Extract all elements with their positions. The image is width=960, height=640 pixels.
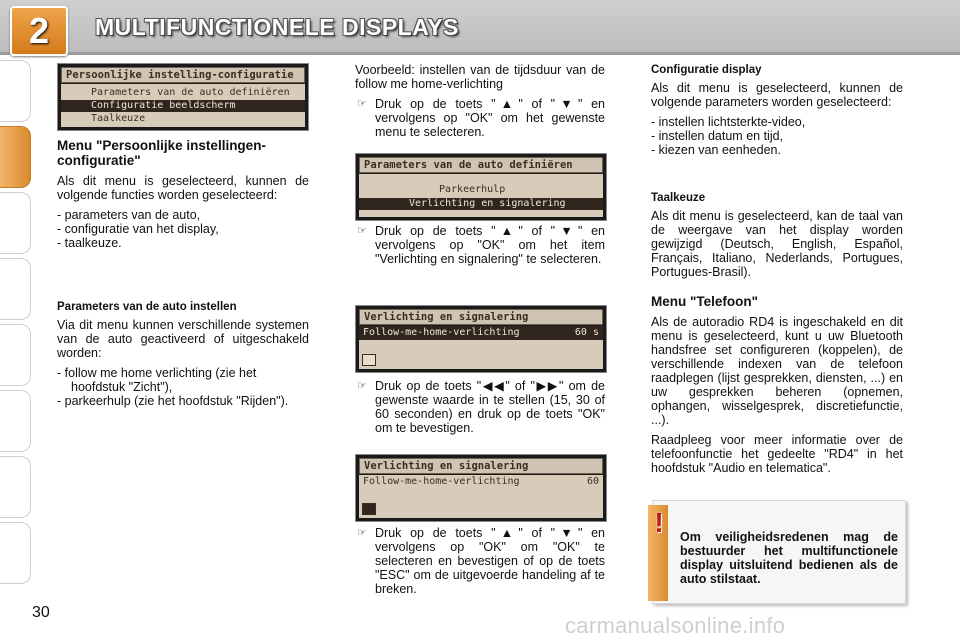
warning-text: Om veiligheidsredenen mag de bestuurder het multifunctionele display uitsluitend bedienen als de auto stilstaat. [680, 530, 898, 586]
screen-title: Persoonlijke instelling-configuratie [61, 67, 305, 83]
sub-heading: Taalkeuze [651, 192, 706, 204]
paragraph: Als dit menu is geselecteerd, kan de taal van de weergave van het display worden gewijzigd (Deutsch, English, Español, Français, Italiano, Nederlands, Portugues, Portugues-Brasil). [651, 209, 903, 279]
paragraph: Raadpleeg voor meer informatie over de telefoonfunctie het gedeelte "RD4" in het hoofdstuk "Audio en telematica". [651, 433, 903, 475]
screen-line: Taalkeuze [91, 113, 146, 124]
chapter-tab[interactable] [0, 324, 31, 386]
screen-line-selected: Configuratie beeldscherm [61, 100, 305, 112]
screen-line: Parkeerhulp [439, 184, 506, 195]
example-text: Voorbeeld: instellen van de tijdsduur van de follow me home-verlichting [355, 63, 605, 91]
footer-watermark: carmanualsonline.info [565, 613, 786, 638]
chapter-number: 2 [28, 10, 50, 51]
right-phone [651, 294, 903, 481]
chapter-tab[interactable] [0, 456, 31, 518]
chapter-tab[interactable] [0, 390, 31, 452]
chapter-tab[interactable] [0, 60, 31, 122]
ok-icon [362, 354, 376, 366]
chapter-tab[interactable] [0, 192, 31, 254]
follow-me-home-row: Follow-me-home-verlichting 60 s [359, 326, 603, 340]
left-column [57, 138, 309, 256]
middle-step-4: ☞ Druk op de toets "▲" of "▼" en vervolgens op "OK" om "OK" te selecteren en bevestigen of op de toets "ESC" om de uitgevoerde handeling af te breken. [357, 526, 605, 596]
display-screenshot-2 [355, 153, 607, 221]
screen-title: Parameters van de auto definiëren [359, 157, 603, 173]
middle-step-2: ☞ Druk op de toets "▲" of "▼" en vervolgens op "OK" om het item "Verlichting en signalering" te selecteren. [357, 224, 605, 266]
screen-line: Parameters van de auto definiëren [91, 87, 290, 98]
page-title: MULTIFUNCTIONELE DISPLAYS [95, 14, 459, 40]
system-list: - follow me home verlichting (zie het hoofdstuk "Zicht"), - parkeerhulp (zie het hoofdstuk "Rijden"). [57, 366, 289, 408]
chapter-tab-active[interactable] [0, 126, 31, 188]
pointing-hand-icon: ☞ [357, 527, 367, 539]
paragraph: Via dit menu kunnen verschillende systemen van de auto geactiveerd of uitgeschakeld worden: [57, 318, 309, 360]
display-screenshot-3 [355, 305, 607, 373]
middle-column-top [355, 63, 605, 139]
duration-value: 60 [586, 476, 599, 487]
follow-me-home-row: Follow-me-home-verlichting 60 [359, 475, 603, 489]
pointing-hand-icon: ☞ [357, 225, 367, 237]
duration-value: 60 s [574, 327, 599, 338]
display-screenshot-4 [355, 454, 607, 522]
section-heading: Menu "Persoonlijke instellingen-configuratie" [57, 138, 266, 168]
screen-title: Verlichting en signalering [359, 458, 603, 474]
chapter-tab[interactable] [0, 522, 31, 584]
paragraph: Als dit menu is geselecteerd, kunnen de volgende parameters worden geselecteerd: [651, 81, 903, 109]
screen-title: Verlichting en signalering [359, 309, 603, 325]
section-heading: Menu "Telefoon" [651, 294, 759, 309]
header-underline [0, 52, 960, 55]
paragraph: Als de autoradio RD4 is ingeschakeld en dit menu is geselecteerd, kunt u uw Bluetooth handsfree set configureren (koppelen), de verschillende indexen van de telefoon raadplegen (lijst gesprekken, diensten, ...) en uw gesprekken beheren (opnemen, ophangen, wisselgesprek, discretiefunctie, ...). [651, 315, 903, 427]
pointing-hand-icon: ☞ [357, 380, 367, 392]
paragraph: Als dit menu is geselecteerd, kunnen de volgende functies worden geselecteerd: [57, 174, 309, 202]
chapter-tab[interactable] [0, 258, 31, 320]
ok-icon-selected [362, 503, 376, 515]
sub-heading: Parameters van de auto instellen [57, 301, 237, 313]
chapter-badge [10, 6, 68, 56]
sub-heading: Configuratie display [651, 64, 762, 76]
right-language [651, 191, 903, 285]
middle-step-3: ☞ Druk op de toets "◀◀" of "▶▶" om de gewenste waarde in te stellen (15, 30 of 60 seconden) en druk op de toets "OK" om te bevestigen. [357, 379, 605, 435]
page-number: 30 [32, 604, 50, 621]
chapter-tabs [0, 60, 32, 580]
config-list: - instellen lichtsterkte-video, - instellen datum en tijd, - kiezen van eenheden. [651, 115, 806, 157]
pointing-hand-icon: ☞ [357, 98, 367, 110]
screen-line-selected: Verlichting en signalering [359, 198, 603, 210]
warning-icon: ! [654, 507, 664, 538]
display-screenshot-1 [57, 63, 309, 131]
left-column-sub [57, 300, 309, 414]
step-1: ☞ Druk op de toets "▲" of "▼" en vervolgens op "OK" om het gewenste menu te selecteren. [357, 97, 605, 139]
function-list: - parameters van de auto, - configuratie van het display, - taalkeuze. [57, 208, 219, 250]
right-column [651, 63, 903, 163]
